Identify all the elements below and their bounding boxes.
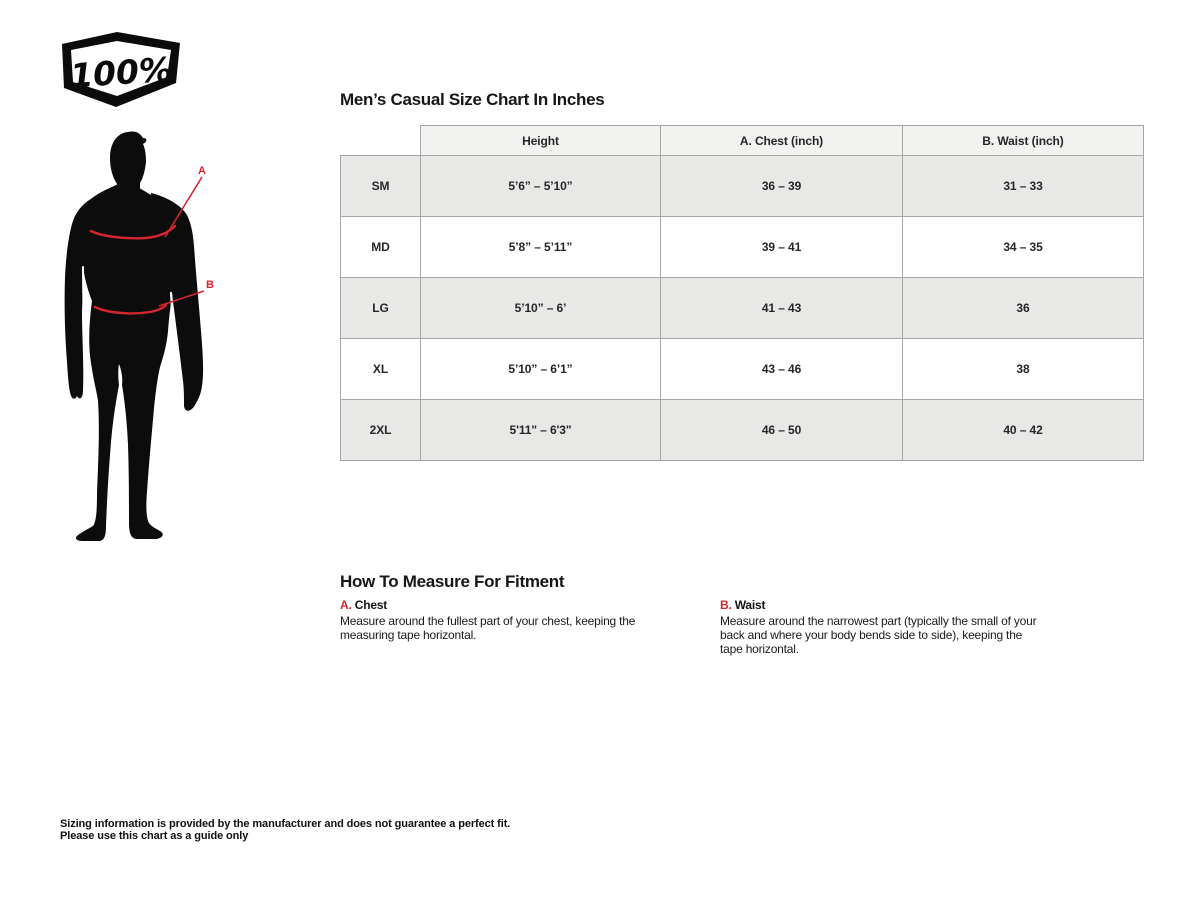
table-row-2xl <box>341 400 1144 461</box>
column-header-chest: A. Chest (inch) <box>661 126 903 156</box>
silhouette-head <box>110 132 146 192</box>
height-cell: 5’6” – 5’10” <box>421 156 661 217</box>
table-row-lg <box>341 278 1144 339</box>
height-cell: 5'11" – 6'3" <box>421 400 661 461</box>
measure-item-description: Measure around the fullest part of your chest, keeping the measuring tape horizontal. <box>340 614 636 642</box>
measure-item-key: B. <box>720 598 732 612</box>
brand-logo <box>60 30 184 110</box>
size-cell: 2XL <box>341 400 421 461</box>
chest-cell: 39 – 41 <box>661 217 903 278</box>
size-cell: LG <box>341 278 421 339</box>
size-cell: SM <box>341 156 421 217</box>
size-cell: XL <box>341 339 421 400</box>
measure-item-chest <box>340 599 662 642</box>
measure-item-description: Measure around the narrowest part (typically the small of your back and where your body bends side to side), keeping the tape horizontal. <box>720 614 1037 656</box>
measure-item-name: Chest <box>354 598 388 612</box>
body-measurement-figure <box>55 125 230 555</box>
measure-item-key: A. <box>340 598 352 612</box>
height-cell: 5’10” – 6’1” <box>421 339 661 400</box>
sizing-disclaimer <box>60 818 510 842</box>
measure-section-title: How To Measure For Fitment <box>340 572 565 591</box>
column-header-height: Height <box>421 126 661 156</box>
column-header-waist: B. Waist (inch) <box>903 126 1144 156</box>
chest-label-a: A <box>198 165 206 177</box>
table-header-row <box>341 126 1144 156</box>
height-cell: 5’8” – 5’11” <box>421 217 661 278</box>
silhouette-gap-left <box>83 267 86 361</box>
waist-cell: 40 – 42 <box>903 400 1144 461</box>
measure-item-heading <box>720 599 1042 612</box>
waist-cell: 36 <box>903 278 1144 339</box>
corner-cell <box>341 126 421 156</box>
waist-cell: 38 <box>903 339 1144 400</box>
disclaimer-line-2: Please use this chart as a guide only <box>60 830 249 842</box>
chest-cell: 43 – 46 <box>661 339 903 400</box>
disclaimer-line-1: Sizing information is provided by the manufacturer and does not guarantee a perfect fit. <box>60 818 511 830</box>
measure-item-name: Waist <box>734 598 766 612</box>
logo-text: 100% <box>68 49 174 96</box>
chest-cell: 36 – 39 <box>661 156 903 217</box>
size-cell: MD <box>341 217 421 278</box>
table-row-sm <box>341 156 1144 217</box>
size-chart-table <box>340 125 1144 461</box>
table-row-md <box>341 217 1144 278</box>
chest-cell: 46 – 50 <box>661 400 903 461</box>
table-row-xl <box>341 339 1144 400</box>
waist-cell: 34 – 35 <box>903 217 1144 278</box>
measure-item-heading <box>340 599 662 612</box>
size-chart-title: Men’s Casual Size Chart In Inches <box>340 90 605 109</box>
height-cell: 5’10” – 6’ <box>421 278 661 339</box>
chest-cell: 41 – 43 <box>661 278 903 339</box>
waist-label-b: B <box>206 279 214 291</box>
measure-item-waist <box>720 599 1042 656</box>
waist-cell: 31 – 33 <box>903 156 1144 217</box>
